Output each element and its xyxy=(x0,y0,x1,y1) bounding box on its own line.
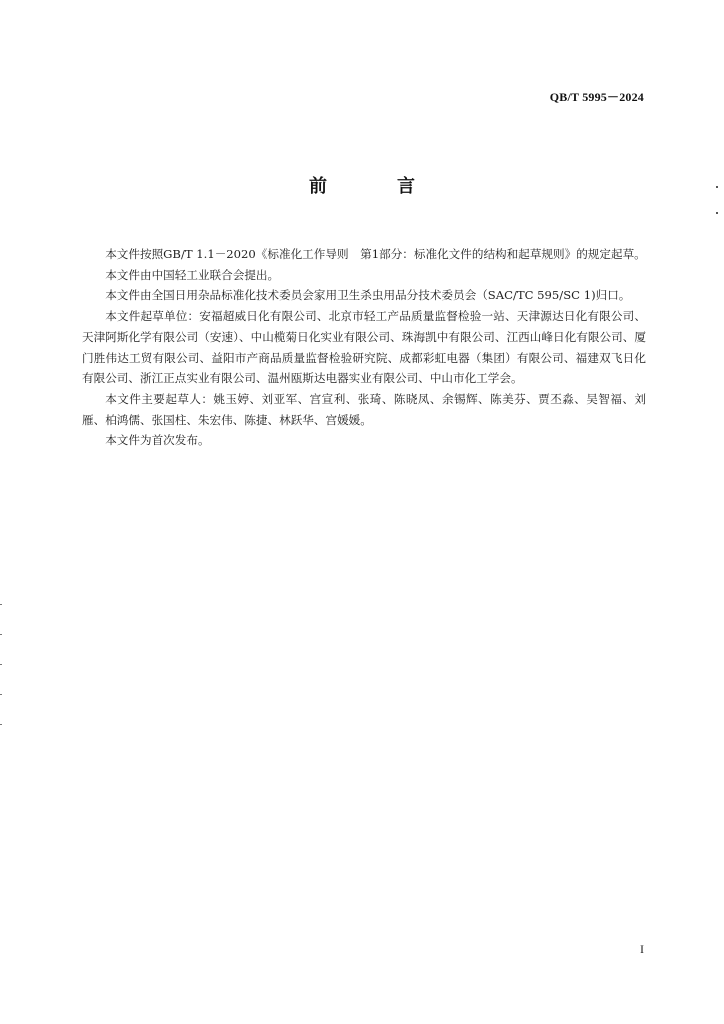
paragraph-drafting-rules: 本文件按照GB/T 1.1－2020《标准化工作导则 第1部分：标准化文件的结构和起草规则》的规定起草。 xyxy=(105,247,646,261)
page-title: 前 言 xyxy=(309,176,441,197)
page-number: I xyxy=(640,942,644,956)
paragraph-technical-committee: 本文件由全国日用杂品标准化技术委员会家用卫生杀虫用品分技术委员会（SAC/TC 595/SC 1)归口。 xyxy=(105,288,631,303)
scan-mark xyxy=(0,694,2,695)
scan-mark xyxy=(0,724,2,725)
scan-mark xyxy=(716,212,718,214)
paragraph-drafters: 本文件主要起草人：姚玉婷、刘亚军、宫宣利、张琦、陈晓凤、余锡辉、陈美芬、贾丕淼、吴智福、刘雁、柏鸿儒、张国柱、朱宏伟、陈捷、林跃华、宫媛媛。 xyxy=(82,391,646,427)
standard-code: QB/T 5995－2024 xyxy=(549,90,644,104)
paragraph-first-release: 本文件为首次发布。 xyxy=(105,433,210,448)
paragraph-proposer: 本文件由中国轻工业联合会提出。 xyxy=(105,267,280,282)
scan-mark xyxy=(0,634,2,635)
scan-mark xyxy=(0,604,2,605)
foreword-body xyxy=(82,244,646,451)
paragraph-drafting-units: 本文件起草单位：安福超威日化有限公司、北京市轻工产品质量监督检验一站、天津源达日化有限公司、天津阿斯化学有限公司（安速）、中山榄菊日化实业有限公司、珠海凯中有限公司、江西山峰日化有限公司、厦门胜伟达工贸有限公司、益阳市产商品质量监督检验研究院、成都彩虹电器（集团）有限公司、福建双飞日化有限公司、浙江正点实业有限公司、温州瓯斯达电器实业有限公司、中山市化工学会。 xyxy=(82,309,646,386)
scan-mark xyxy=(716,186,718,188)
scan-mark xyxy=(0,664,2,665)
